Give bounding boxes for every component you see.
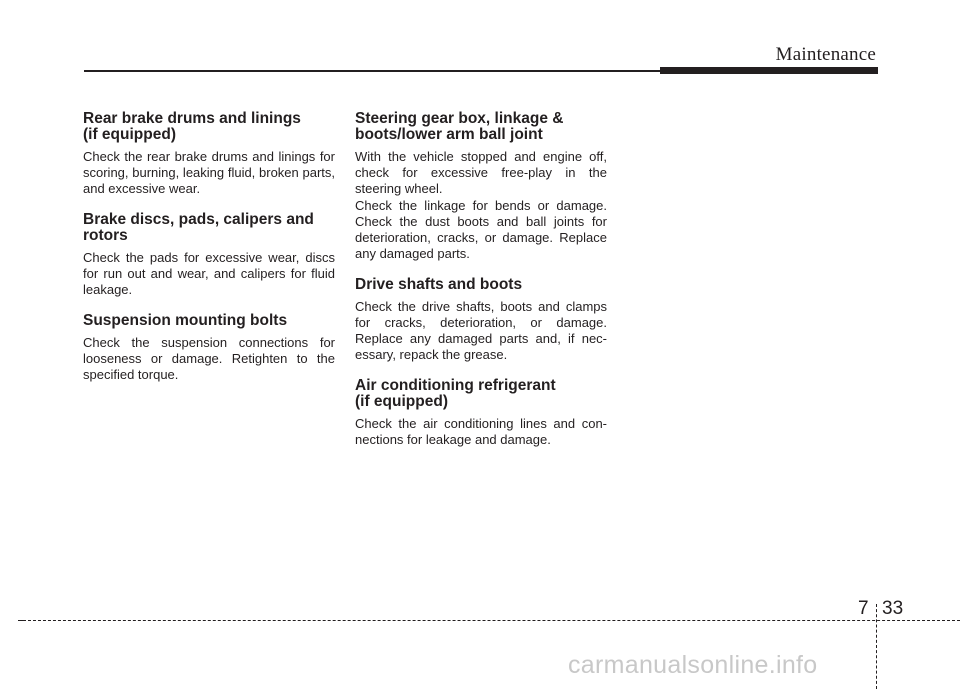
heading-line: Brake discs, pads, calipers and [83, 211, 314, 228]
paragraph: Check the linkage for bends or damage. Check the dust boots and ball joints for deterioration, cracks, or damage. Replace any damaged parts. [355, 198, 607, 261]
running-header-title: Maintenance [775, 44, 876, 65]
header-rule-accent [660, 67, 878, 74]
right-column [355, 111, 607, 463]
section-rear-brake-drums [83, 111, 335, 197]
paragraph: Check the rear brake drums and linings for scoring, burning, leaking fluid, broken parts, and excessive wear. [83, 149, 335, 196]
heading-line: Suspension mounting bolts [83, 312, 288, 329]
paragraph: Check the drive shafts, boots and clamps for cracks, deterioration, or damage. Replace any damaged parts and, if nec-essary, repack the grease. [355, 299, 607, 362]
footer-vertical-rule [876, 604, 877, 689]
section-steering-gear [355, 111, 607, 262]
footer-dashed-rule [18, 620, 960, 621]
section-heading [83, 212, 335, 244]
header-rule [84, 70, 664, 72]
page-number: 33 [882, 598, 904, 619]
heading-line: boots/lower arm ball joint [355, 126, 543, 143]
section-brake-discs [83, 212, 335, 298]
heading-line: Rear brake drums and linings [83, 110, 301, 127]
section-heading [355, 378, 607, 410]
section-drive-shafts [355, 277, 607, 363]
heading-line: Steering gear box, linkage & [355, 110, 564, 127]
paragraph: With the vehicle stopped and engine off, check for excessive free-play in the steering wheel. [355, 149, 607, 196]
section-suspension-bolts [83, 313, 335, 383]
heading-line: Air conditioning refrigerant [355, 377, 556, 394]
heading-line: (if equipped) [355, 393, 448, 410]
chapter-number: 7 [858, 598, 869, 619]
section-air-conditioning [355, 378, 607, 448]
heading-line: rotors [83, 227, 128, 244]
section-heading [355, 277, 607, 293]
paragraph: Check the pads for excessive wear, discs for run out and wear, and calipers for fluid leakage. [83, 250, 335, 297]
section-heading [83, 313, 335, 329]
section-heading [355, 111, 607, 143]
footer-rule-tick [18, 620, 24, 621]
watermark-text: carmanualsonline.info [568, 651, 818, 679]
left-column [83, 111, 335, 398]
section-heading [83, 111, 335, 143]
heading-line: (if equipped) [83, 126, 176, 143]
paragraph: Check the suspension connections for looseness or damage. Retighten to the specified torque. [83, 335, 335, 382]
heading-line: Drive shafts and boots [355, 276, 523, 293]
paragraph: Check the air conditioning lines and con-nections for leakage and damage. [355, 416, 607, 447]
